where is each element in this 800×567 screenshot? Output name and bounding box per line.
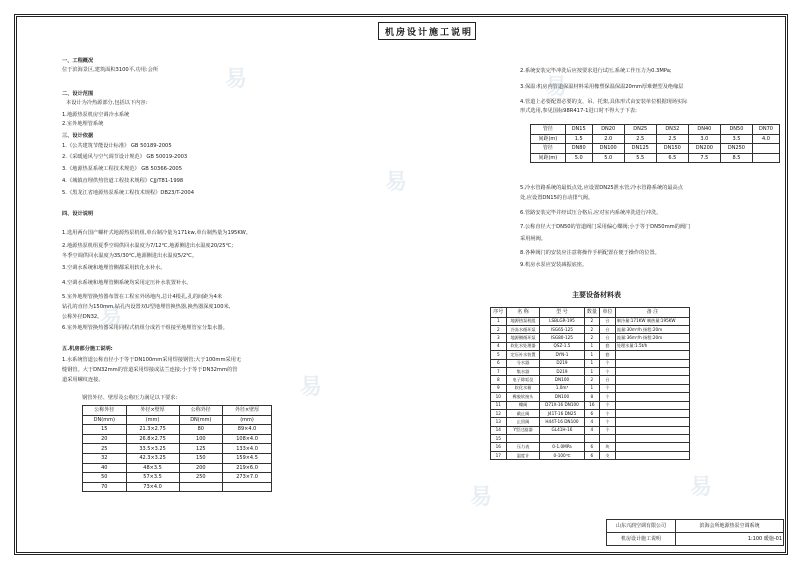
table-cell: 133×4.0 xyxy=(223,444,272,454)
drawing-name: 机房设计施工说明 xyxy=(607,533,676,546)
table-header: 型 号 xyxy=(540,308,584,318)
table-cell: 处理水量:1.5t/h xyxy=(615,342,689,350)
table-cell: 6 xyxy=(584,443,600,451)
table-cell: 2.5 xyxy=(624,134,656,144)
table-cell: 制冷量:171KW 制热量:195KW xyxy=(615,317,689,325)
table-row xyxy=(491,384,690,392)
note-item: 4.管道上必要配置必要的支、吊、托架,具体形式由安装单位根据现场实际 xyxy=(520,99,688,105)
table-cell: 间距(m) xyxy=(531,153,566,163)
table-cell: DN100 xyxy=(592,144,624,154)
section2-text: 本设计为冷热源部分,包括以下内容: xyxy=(66,100,148,106)
scale-value: 1:100 xyxy=(747,536,763,542)
table-cell: DN70 xyxy=(752,125,779,135)
watermark: 易 xyxy=(385,170,408,195)
table-cell: 温度计 xyxy=(506,451,540,459)
table-row xyxy=(531,125,780,135)
equipment-table xyxy=(490,307,690,460)
note-item: 5.冷水管路系统的最低点处,应设置DN25泄水管;冷水管路系统的最高点 xyxy=(520,185,683,191)
table-cell xyxy=(615,409,689,417)
table-cell: 4 xyxy=(584,426,600,434)
section3-item: 4.《城镇直埋供热管道工程技术规程》CJJ/T81-1998 xyxy=(62,178,184,184)
section2-item: 2.室外地埋管系统 xyxy=(62,121,104,127)
watermark: 易 xyxy=(100,305,123,330)
watermark: 易 xyxy=(225,67,248,92)
table-header: 名 称 xyxy=(506,308,540,318)
table-cell: DN100 xyxy=(540,376,584,384)
table-cell: 台 xyxy=(600,317,616,325)
table-cell: 2 xyxy=(584,334,600,342)
table-cell: DN250 xyxy=(720,144,752,154)
table-cell: 33.5×3.25 xyxy=(126,444,179,454)
table-cell: 地源热泵机组 xyxy=(506,317,540,325)
table-cell: 25 xyxy=(83,444,127,454)
table-cell xyxy=(615,443,689,451)
table-cell: 12 xyxy=(491,409,507,417)
table-cell: 16 xyxy=(584,401,600,409)
table-cell xyxy=(179,482,223,492)
table-cell: 48×3.5 xyxy=(126,463,179,473)
table-cell: 截止阀 xyxy=(506,409,540,417)
table-cell xyxy=(615,418,689,426)
table-cell: 间距(m) xyxy=(531,134,566,144)
sheet-number: 暖施-01 xyxy=(763,536,782,542)
table-cell: DN50 xyxy=(720,125,752,135)
note-item: 采用闸阀。 xyxy=(520,236,546,242)
table-cell: 管径 xyxy=(531,144,566,154)
table-row xyxy=(83,406,272,416)
note-item: 处,应设置DN15的自动排气阀。 xyxy=(520,195,594,201)
table-cell: 个 xyxy=(600,409,616,417)
table-cell: 个 xyxy=(600,367,616,375)
table-cell: DN80 xyxy=(565,144,592,154)
table-cell xyxy=(752,144,779,154)
company-name: 山东兴润空调有限公司 xyxy=(607,520,676,533)
table-header: 数量 xyxy=(584,308,600,318)
table-row xyxy=(83,434,272,444)
table-row xyxy=(491,426,690,434)
title-block xyxy=(606,519,784,546)
table-row xyxy=(531,153,780,163)
table-cell: 0-1.0MPa xyxy=(540,443,584,451)
table-cell: 6 xyxy=(584,451,600,459)
note-item: 8.各种阀门的安装应注意将操作手柄配置在便于操作的位置。 xyxy=(520,250,660,256)
table-cell: 1 xyxy=(584,359,600,367)
table-cell: 2.0 xyxy=(592,134,624,144)
pipe-size-table xyxy=(82,405,272,492)
table-cell: 6.5 xyxy=(656,153,688,163)
table-cell: 3.5 xyxy=(720,134,752,144)
table-cell: 块 xyxy=(600,443,616,451)
support-spacing-table xyxy=(530,124,780,163)
section1-text: 位于滨海景区,建筑面积3100平,功用:会所 xyxy=(62,67,159,73)
table-cell xyxy=(615,359,689,367)
table-cell: DN150 xyxy=(656,144,688,154)
table-cell: 1 xyxy=(491,317,507,325)
table-cell: 1.0m³ xyxy=(540,384,584,392)
table-cell: 8 xyxy=(491,376,507,384)
table-cell: 13 xyxy=(491,418,507,426)
section5-item: 道采用螺纹连接。 xyxy=(62,377,104,383)
table-row xyxy=(491,393,690,401)
table-cell: 压力表 xyxy=(506,443,540,451)
table-header: 外径×壁厚 xyxy=(223,406,272,416)
table-row xyxy=(491,401,690,409)
table-cell: 2.5 xyxy=(656,134,688,144)
table-cell: 40 xyxy=(83,463,127,473)
table-cell: 17 xyxy=(491,451,507,459)
section5-item: 1.水系统管道公称直径小于等于DN100mm采用焊接钢管;大于100mm采用无 xyxy=(62,357,242,363)
table-cell xyxy=(615,376,689,384)
table-cell: 15 xyxy=(491,435,507,443)
table-row xyxy=(491,435,690,443)
table-cell xyxy=(506,435,540,443)
project-name: 滨海会所地源热泵空调系统 xyxy=(676,520,784,533)
table-row xyxy=(491,308,690,318)
table-row xyxy=(83,473,272,483)
table-cell xyxy=(615,451,689,459)
table-cell: 止回阀 xyxy=(506,418,540,426)
table-row xyxy=(607,533,784,546)
watermark: 易 xyxy=(470,485,493,510)
table-cell: 159×4.5 xyxy=(223,453,272,463)
table-cell: 个 xyxy=(600,359,616,367)
table-row xyxy=(491,342,690,350)
section5-item: 缝钢管。大于DN32mm的管道采用焊接或法兰连接;小于等于DN32mm的管 xyxy=(62,367,238,373)
section3-item: 5.《黑龙江省地源热泵系统工程技术规程》DB23/T-2004 xyxy=(62,190,194,196)
table-cell: 8.5 xyxy=(720,153,752,163)
note-item: 3.保温:机房内管道保温材料采用橡塑保温保温20mm厚难燃型及绝缘层 xyxy=(520,84,684,90)
table-row xyxy=(83,415,272,425)
table-cell: 个 xyxy=(600,426,616,434)
table-cell: 50 xyxy=(83,473,127,483)
table-cell: 流量:30m³/h 扬程:20m xyxy=(615,325,689,333)
section3-heading: 三、设计依据 xyxy=(62,133,94,139)
table-cell xyxy=(584,435,600,443)
table-cell: H44T-16 DN100 xyxy=(540,418,584,426)
table-cell xyxy=(615,435,689,443)
section2-item: 1.地源热泵机房空调冷水系统 xyxy=(62,112,130,118)
table-cell: 1.5 xyxy=(565,134,592,144)
table-cell: DN25 xyxy=(624,125,656,135)
table-cell: 个 xyxy=(600,401,616,409)
table-row xyxy=(531,134,780,144)
table-cell: 5.0 xyxy=(592,153,624,163)
table-cell: DYN-1 xyxy=(540,351,584,359)
section4-item: 5.室外地埋管换热器布置在工程室外场地内,总计4根孔,孔的间距为4米 xyxy=(62,294,223,300)
section1-heading: 一、工程概况 xyxy=(62,58,94,64)
table-cell: 2 xyxy=(584,317,600,325)
table-cell xyxy=(223,482,272,492)
table-cell: ISG80-125 xyxy=(540,334,584,342)
table-cell: GL41H-16 xyxy=(540,426,584,434)
table-cell: 32 xyxy=(83,453,127,463)
page-title: 机房设计施工说明 xyxy=(385,28,474,38)
table-row xyxy=(491,334,690,342)
table-row xyxy=(491,359,690,367)
table-cell: 2 xyxy=(491,325,507,333)
table-cell: 14 xyxy=(491,426,507,434)
table-cell: 软化水处理器 xyxy=(506,342,540,350)
note-item: 2.系统安装完毕冲洗后应按要求进行试压,系统工作压力为0.3MPa; xyxy=(520,68,672,74)
table-cell: 个 xyxy=(600,384,616,392)
table-cell: 11 xyxy=(491,401,507,409)
watermark: 易 xyxy=(300,375,323,400)
table-cell: 80 xyxy=(179,425,223,435)
scale-sheet xyxy=(676,533,784,546)
section4-item: 6.室外地埋管换热器采用同程式机组分成若干组接至地埋管室分集水器。 xyxy=(62,325,228,331)
table-cell: Y型过滤器 xyxy=(506,426,540,434)
table-cell: 5.0 xyxy=(565,153,592,163)
table-cell: 73×4.0 xyxy=(126,482,179,492)
table-cell: 5 xyxy=(491,351,507,359)
section3-item: 2.《采暖通风与空气调节设计规范》 GB 50019-2003 xyxy=(62,154,188,160)
table-cell: DN32 xyxy=(656,125,688,135)
table-cell: DN15 xyxy=(565,125,592,135)
table-cell: 2 xyxy=(584,325,600,333)
table-cell: DN40 xyxy=(688,125,720,135)
table-cell: 6 xyxy=(584,409,600,417)
table-cell: 软化水箱 xyxy=(506,384,540,392)
table-row xyxy=(491,443,690,451)
table-row xyxy=(491,351,690,359)
table-row xyxy=(491,451,690,459)
table-header: 单位 xyxy=(600,308,616,318)
section4-heading: 四、设计说明 xyxy=(62,211,94,217)
table-cell: 100 xyxy=(179,434,223,444)
table-row xyxy=(491,418,690,426)
table-cell: 42.3×3.25 xyxy=(126,453,179,463)
table-row xyxy=(83,444,272,454)
watermark: 易 xyxy=(690,475,713,500)
table-cell: 台 xyxy=(600,325,616,333)
table-cell: 10 xyxy=(491,393,507,401)
table-cell: 26.8×2.75 xyxy=(126,434,179,444)
note-item: 7.公称直径大于DN50的管道阀门采用偏心蝶阀;小于等于DN50mm的阀门 xyxy=(520,224,691,230)
table-cell: D71X-16 DN100 xyxy=(540,401,584,409)
table-cell: 70 xyxy=(83,482,127,492)
watermark: 易 xyxy=(545,75,568,100)
table-cell: 108×4.0 xyxy=(223,434,272,444)
table-cell: 89×4.0 xyxy=(223,425,272,435)
table-cell xyxy=(540,435,584,443)
table-cell: 管径 xyxy=(531,125,566,135)
section4-item: 公称外径DN32。 xyxy=(62,314,103,320)
table-cell: 冷冻水循环泵 xyxy=(506,325,540,333)
table-row xyxy=(83,453,272,463)
table-cell: 1 xyxy=(584,367,600,375)
table-cell: 台 xyxy=(600,376,616,384)
table-cell: 1 xyxy=(584,342,600,350)
table-cell xyxy=(615,426,689,434)
table-cell: DN125 xyxy=(624,144,656,154)
table-cell: D219 xyxy=(540,367,584,375)
table-cell: 台 xyxy=(600,334,616,342)
table-header: 备 注 xyxy=(615,308,689,318)
table-cell: 57×3.5 xyxy=(126,473,179,483)
note-item: 6.管路安装完毕并经试压合格后,应对室内系统冲洗进行冲洗。 xyxy=(520,210,662,216)
table-cell: 5.5 xyxy=(624,153,656,163)
note-item: 9.机房水泵应安装减振底座。 xyxy=(520,262,588,268)
table-cell: 套 xyxy=(600,342,616,350)
table-cell: 橡胶软接头 xyxy=(506,393,540,401)
table-cell: D219 xyxy=(540,359,584,367)
table-cell: 套 xyxy=(600,351,616,359)
section5-heading: 五.机房部分施工说明: xyxy=(62,346,113,352)
table-row xyxy=(83,425,272,435)
table-cell: 7.5 xyxy=(688,153,720,163)
table-cell: 2 xyxy=(584,376,600,384)
table-header: 公称外径 xyxy=(179,406,223,416)
table-cell: 0-100℃ xyxy=(540,451,584,459)
table-cell: 集水器 xyxy=(506,367,540,375)
table-cell: 3.0 xyxy=(688,134,720,144)
table-cell: 219×6.0 xyxy=(223,463,272,473)
equipment-table-title: 主要设备材料表 xyxy=(572,291,621,299)
table-cell: LSBLGR-195 xyxy=(540,317,584,325)
table-cell: 250 xyxy=(179,473,223,483)
table-cell: 20 xyxy=(83,434,127,444)
table-row xyxy=(83,463,272,473)
section4-item: 冬季空调供回水温度为35/30℃,地源侧进出水温度5/2℃。 xyxy=(62,253,198,259)
table-row xyxy=(491,367,690,375)
table-row xyxy=(491,409,690,417)
table-cell: 1 xyxy=(584,351,600,359)
table-cell: DN200 xyxy=(688,144,720,154)
note-item: 形式选用,参见国标98R417-1进口时不得大于下表: xyxy=(520,108,637,114)
table-cell xyxy=(615,384,689,392)
section4-item: 4.空调水系统和地埋管侧系统均采用定压补水装置补水。 xyxy=(62,280,192,286)
table-cell: 分水器 xyxy=(506,359,540,367)
table-cell: 1 xyxy=(584,384,600,392)
table-cell: J41T-16 DN25 xyxy=(540,409,584,417)
table-cell xyxy=(615,393,689,401)
table-cell: 流量:36m³/h 扬程:20m xyxy=(615,334,689,342)
table-cell: ISG65-125 xyxy=(540,325,584,333)
section3-item: 3.《地源热泵系统工程技术规范》 GB 50366-2005 xyxy=(62,166,183,172)
table-cell: 4 xyxy=(491,342,507,350)
table-cell xyxy=(752,153,779,163)
table-cell xyxy=(600,435,616,443)
section4-item: 钻孔的直径为150mm,钻孔内设置双U型地埋管换热器,换热器深度100米, xyxy=(62,304,231,310)
table-header: 公称外径 xyxy=(83,406,127,416)
section4-item: 3.空调水系统和地埋管侧都采用软化水补水。 xyxy=(62,265,166,271)
table-row xyxy=(491,376,690,384)
table-cell: 4.0 xyxy=(752,134,779,144)
table-cell xyxy=(615,367,689,375)
table-header: 序号 xyxy=(491,308,507,318)
table-cell: 6 xyxy=(491,359,507,367)
pipe-table-caption: 钢管外径、壁厚及公称压力满足以下要求: xyxy=(82,395,178,401)
section4-item: 2.地源热泵机组夏季空调供回水温度为7/12℃,地源侧进出水温度20/25℃; xyxy=(62,243,234,249)
section2-heading: 二、设计范围 xyxy=(62,91,94,97)
table-cell: 4 xyxy=(584,418,600,426)
table-row xyxy=(607,520,784,533)
table-row xyxy=(531,144,780,154)
table-header: 外径×壁厚 xyxy=(126,406,179,416)
table-cell: 支 xyxy=(600,451,616,459)
table-cell: 8 xyxy=(584,393,600,401)
table-cell: 地源侧循环泵 xyxy=(506,334,540,342)
table-cell: 15 xyxy=(83,425,127,435)
table-cell: QSZ-1.5 xyxy=(540,342,584,350)
table-row xyxy=(491,325,690,333)
section3-item: 1.《公共建筑节能设计标准》 GB 50189-2005 xyxy=(62,143,172,149)
table-unit: DN(mm) xyxy=(83,415,127,425)
table-row xyxy=(491,317,690,325)
table-unit: DN(mm) xyxy=(179,415,223,425)
table-cell: 3 xyxy=(491,334,507,342)
table-cell: 蝶阀 xyxy=(506,401,540,409)
table-cell: 定压补水装置 xyxy=(506,351,540,359)
table-cell: 21.3×2.75 xyxy=(126,425,179,435)
table-cell: 200 xyxy=(179,463,223,473)
table-cell: 7 xyxy=(491,367,507,375)
table-cell: 个 xyxy=(600,393,616,401)
table-cell: DN100 xyxy=(540,393,584,401)
table-cell: 150 xyxy=(179,453,223,463)
table-unit: (mm) xyxy=(223,415,272,425)
table-cell: 16 xyxy=(491,443,507,451)
table-cell: 273×7.0 xyxy=(223,473,272,483)
table-cell: 个 xyxy=(600,418,616,426)
table-row xyxy=(83,482,272,492)
table-cell: 125 xyxy=(179,444,223,454)
table-unit: (mm) xyxy=(126,415,179,425)
table-cell xyxy=(615,401,689,409)
table-cell: 电子除垢仪 xyxy=(506,376,540,384)
table-cell xyxy=(615,351,689,359)
table-cell: 9 xyxy=(491,384,507,392)
section4-item: 1.选用两台国产螺杆式地源热泵机组,单台制冷量为171kw,单台制热量为195KW。 xyxy=(62,230,251,236)
table-cell: DN20 xyxy=(592,125,624,135)
